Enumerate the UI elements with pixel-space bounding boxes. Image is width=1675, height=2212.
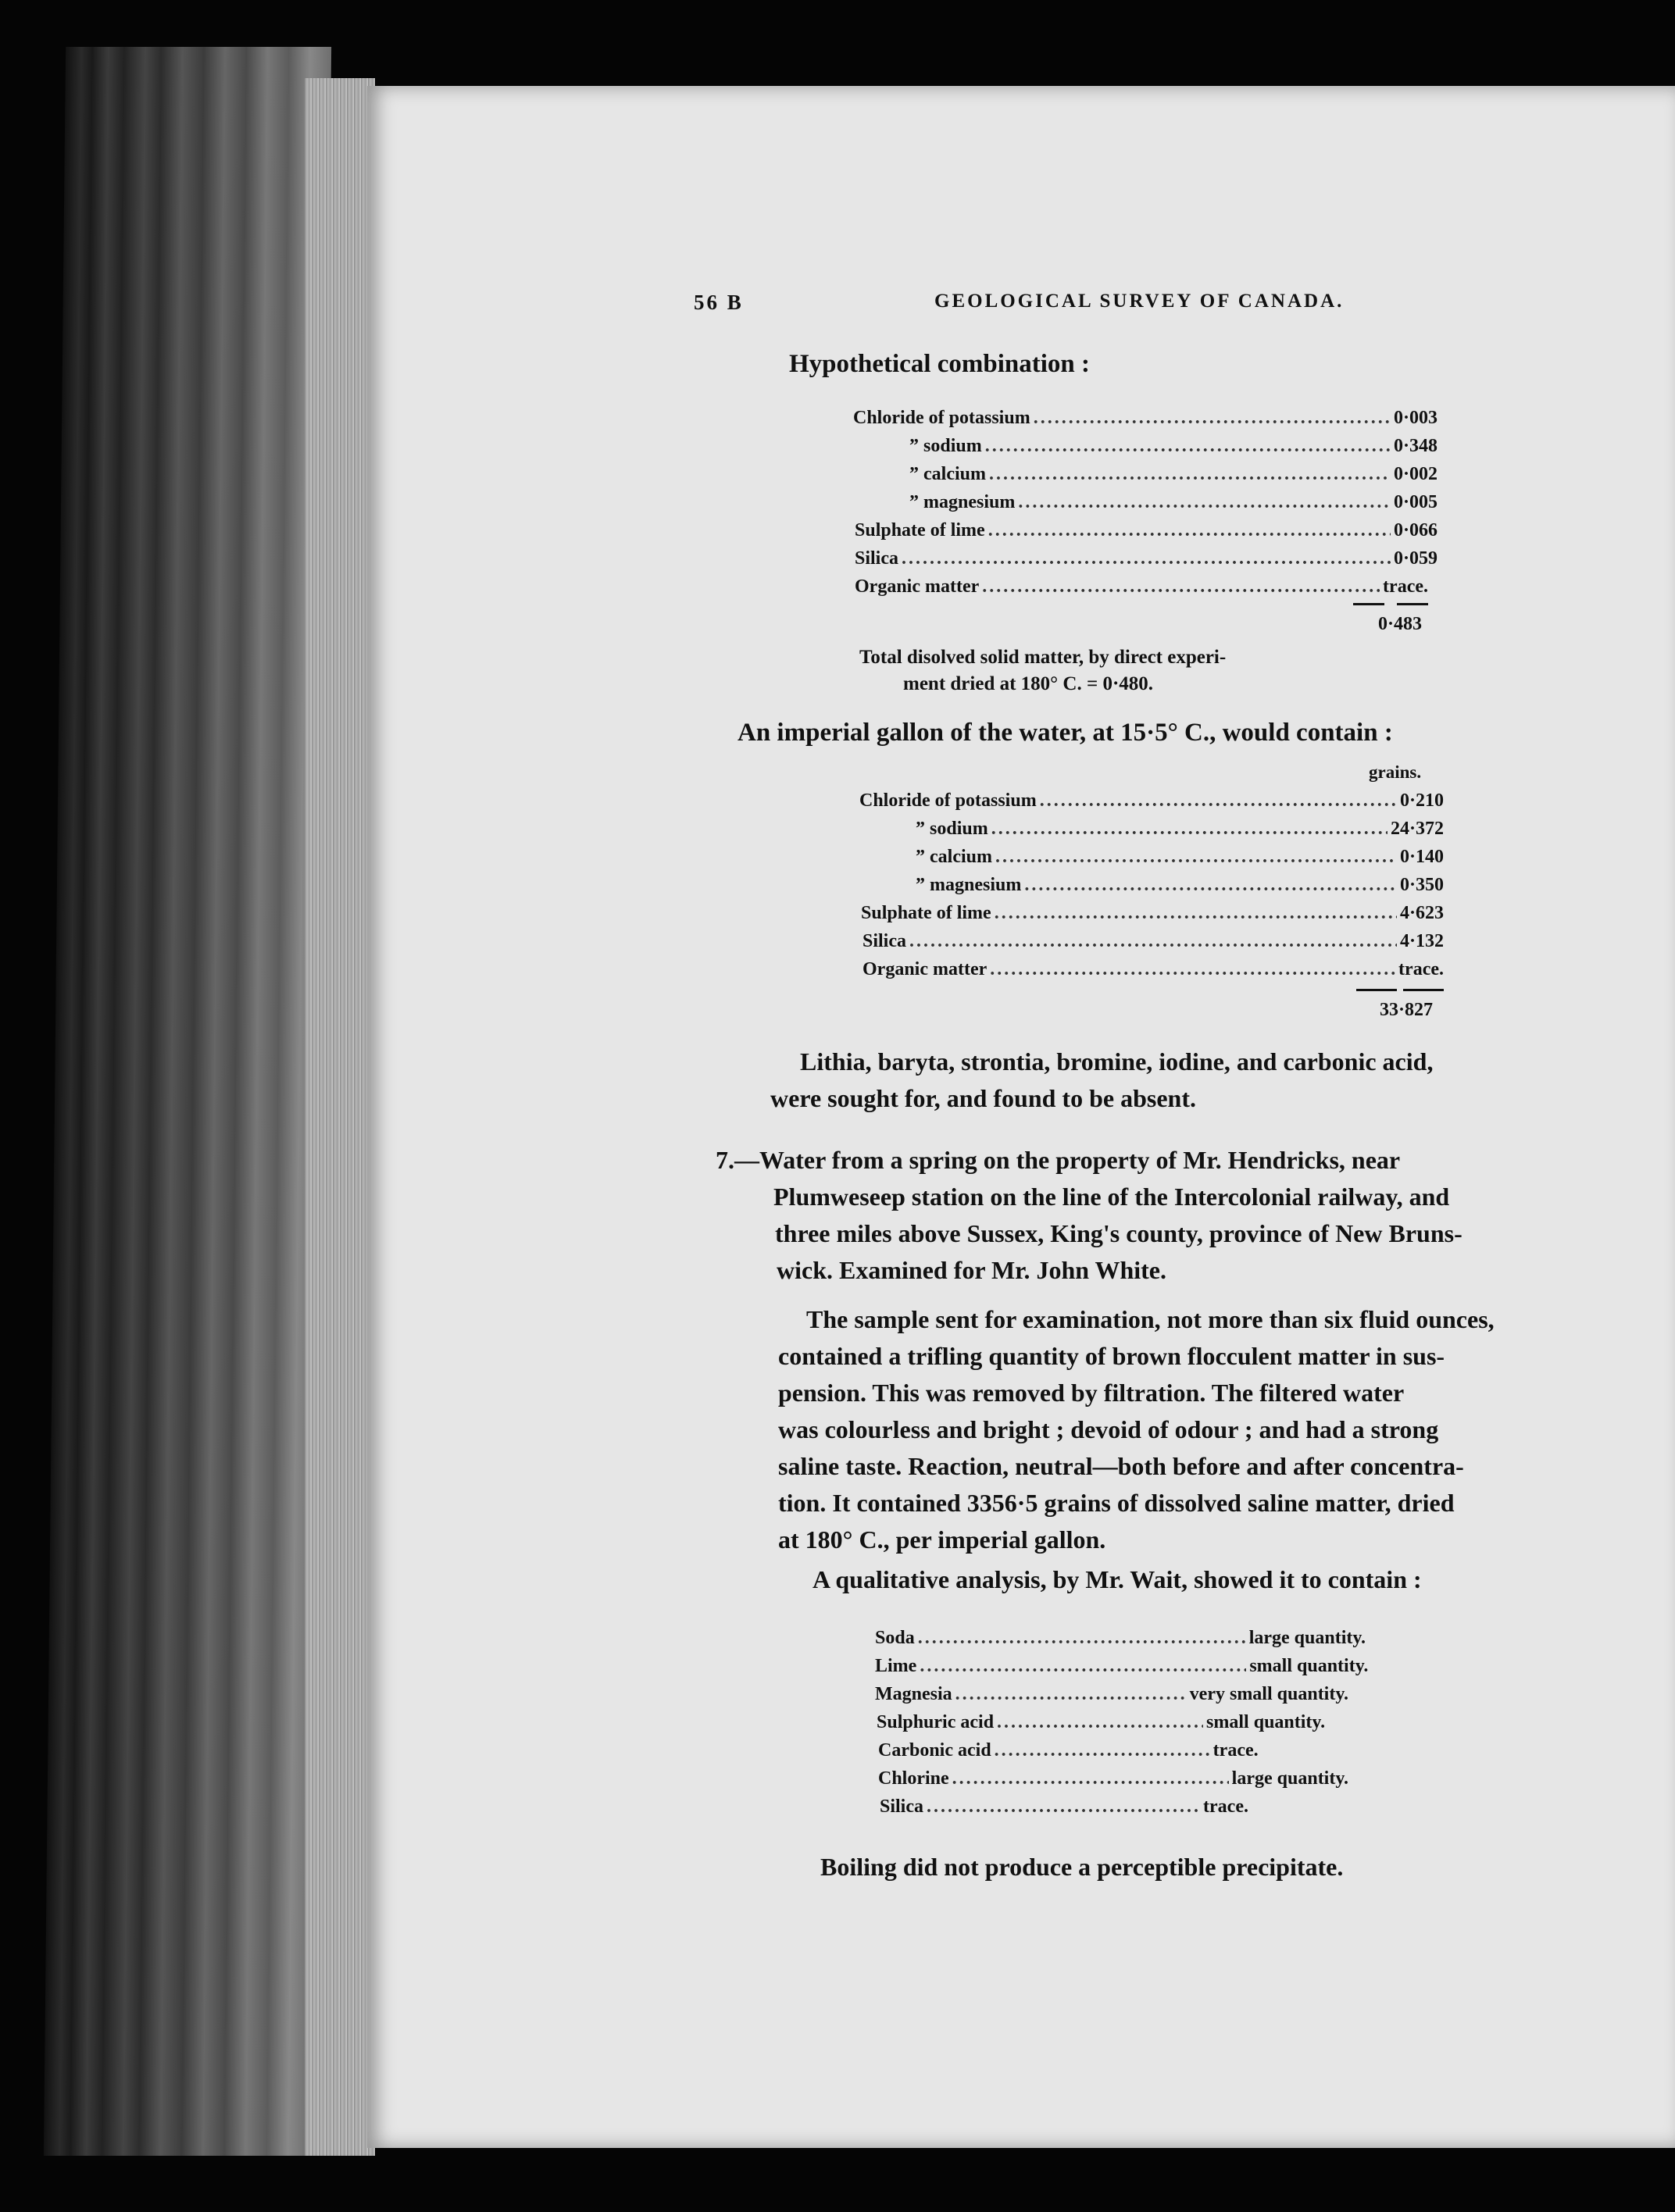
paragraph-line: was colourless and bright ; devoid of odour ; and had a strong <box>778 1415 1439 1443</box>
dissolved-note-line-2: ment dried at 180° C. = 0·480. <box>903 673 1154 694</box>
page-edges <box>305 78 375 2156</box>
row-value: 0·003 <box>1393 408 1438 428</box>
table-row <box>878 1740 1316 1761</box>
row-value: small quantity. <box>1249 1656 1369 1676</box>
row-value: large quantity. <box>1248 1628 1366 1648</box>
paragraph-line: tion. It contained 3356·5 grains of dissolved saline matter, dried <box>778 1489 1455 1517</box>
row-label: ” calcium <box>909 464 986 484</box>
paragraph-line: contained a trifling quantity of brown flocculent matter in sus- <box>778 1342 1445 1370</box>
table-row <box>875 1656 1406 1677</box>
running-title: GEOLOGICAL SURVEY OF CANADA. <box>934 291 1345 312</box>
table-row <box>855 548 1438 569</box>
total-value <box>1378 614 1422 635</box>
gallon-heading: An imperial gallon of the water, at 15·5° C., would contain : <box>738 719 1393 747</box>
paragraph-line: 7.—Water from a spring on the property of Mr. Hendricks, near <box>716 1146 1401 1174</box>
paragraph-line: three miles above Sussex, King's county, province of New Bruns- <box>775 1219 1462 1247</box>
table-row <box>859 819 1444 840</box>
row-label: Sulphuric acid <box>877 1712 995 1732</box>
row-value: 24·372 <box>1390 819 1444 839</box>
sample-paragraph <box>778 1301 1609 1558</box>
table-row <box>853 464 1438 485</box>
row-label: Soda <box>875 1628 915 1648</box>
row-label: Organic matter <box>855 576 980 597</box>
paragraph-line: pension. This was removed by filtration. The filtered water <box>778 1379 1405 1407</box>
item-7-paragraph <box>716 1142 1606 1289</box>
row-value: 0·059 <box>1393 548 1438 569</box>
table-row <box>853 408 1438 429</box>
table-row <box>877 1712 1423 1733</box>
row-value: trace. <box>1383 576 1428 597</box>
row-label: Organic matter <box>862 959 988 979</box>
row-value: very small quantity. <box>1189 1684 1349 1704</box>
paragraph-line: wick. Examined for Mr. John White. <box>777 1256 1166 1284</box>
row-value: trace. <box>1212 1740 1259 1761</box>
paragraph-line: were sought for, and found to be absent. <box>770 1084 1196 1112</box>
sum-rule <box>1403 989 1444 991</box>
page-number: 56 B <box>694 291 744 314</box>
row-label: Silica <box>880 1796 924 1817</box>
qualitative-intro: A qualitative analysis, by Mr. Wait, showed it to contain : <box>812 1565 1422 1593</box>
paragraph-line: Lithia, baryta, strontia, bromine, iodine, and carbonic acid, <box>800 1047 1434 1076</box>
table-row <box>875 1684 1469 1705</box>
row-label: Sulphate of lime <box>855 520 985 541</box>
row-value: small quantity. <box>1206 1712 1326 1732</box>
row-label: Chloride of potassium <box>853 408 1030 428</box>
row-label: ” sodium <box>916 819 988 839</box>
dissolved-note-line-1: Total disolved solid matter, by direct experi- <box>859 647 1227 668</box>
book-binding <box>44 47 331 2156</box>
row-value: 0·002 <box>1393 464 1438 484</box>
table-row <box>853 436 1438 457</box>
row-value: 0·350 <box>1399 875 1444 895</box>
table-row <box>855 576 1428 598</box>
row-label: Silica <box>862 931 907 951</box>
paragraph-line: saline taste. Reaction, neutral—both before and after concentra- <box>778 1452 1464 1480</box>
page-sheet <box>367 86 1675 2148</box>
row-value: large quantity. <box>1231 1768 1349 1789</box>
table-row <box>862 959 1444 980</box>
row-label: Magnesia <box>875 1684 952 1704</box>
sum-rule <box>1397 603 1428 605</box>
table-row <box>855 520 1438 541</box>
table-row <box>861 903 1444 924</box>
row-label: ” sodium <box>909 436 982 456</box>
row-value: 4·132 <box>1399 931 1444 951</box>
row-label: Chloride of potassium <box>859 790 1037 811</box>
total-text: 33·827 <box>1380 1000 1434 1020</box>
table-row <box>859 875 1444 896</box>
table-row <box>862 931 1444 952</box>
row-value: 0·005 <box>1393 492 1438 512</box>
row-label: ” magnesium <box>909 492 1016 512</box>
row-value: 0·210 <box>1399 790 1444 811</box>
paragraph-line: The sample sent for examination, not more than six fluid ounces, <box>806 1305 1495 1333</box>
row-label: ” magnesium <box>916 875 1022 895</box>
row-value: 0·066 <box>1393 520 1438 541</box>
row-label: Lime <box>875 1656 917 1676</box>
unit-label: grains. <box>1369 762 1422 782</box>
row-value: trace. <box>1203 1796 1248 1817</box>
row-label: Chlorine <box>878 1768 949 1789</box>
row-label: Carbonic acid <box>878 1740 991 1761</box>
total-text: 0·483 <box>1378 614 1423 634</box>
row-label: ” calcium <box>916 847 992 867</box>
row-label: Silica <box>855 548 899 569</box>
absent-paragraph <box>770 1044 1606 1117</box>
table-row <box>859 847 1444 868</box>
table-row <box>880 1796 1317 1818</box>
paragraph-line: at 180° C., per imperial gallon. <box>778 1525 1106 1554</box>
paragraph-line: Plumweseep station on the line of the Intercolonial railway, and <box>773 1183 1450 1211</box>
total-value <box>1380 1000 1433 1021</box>
closing-sentence: Boiling did not produce a perceptible precipitate. <box>820 1853 1344 1881</box>
row-value: trace. <box>1398 959 1444 979</box>
row-value: 4·623 <box>1399 903 1444 923</box>
table-row <box>853 492 1438 513</box>
row-label: Sulphate of lime <box>861 903 991 923</box>
table-row <box>878 1768 1425 1789</box>
table-row <box>875 1628 1406 1649</box>
sum-rule <box>1356 989 1397 991</box>
row-value: 0·348 <box>1393 436 1438 456</box>
table-row <box>859 790 1444 812</box>
hypothetical-heading: Hypothetical combination : <box>789 350 1090 378</box>
sum-rule <box>1353 603 1384 605</box>
row-value: 0·140 <box>1399 847 1444 867</box>
